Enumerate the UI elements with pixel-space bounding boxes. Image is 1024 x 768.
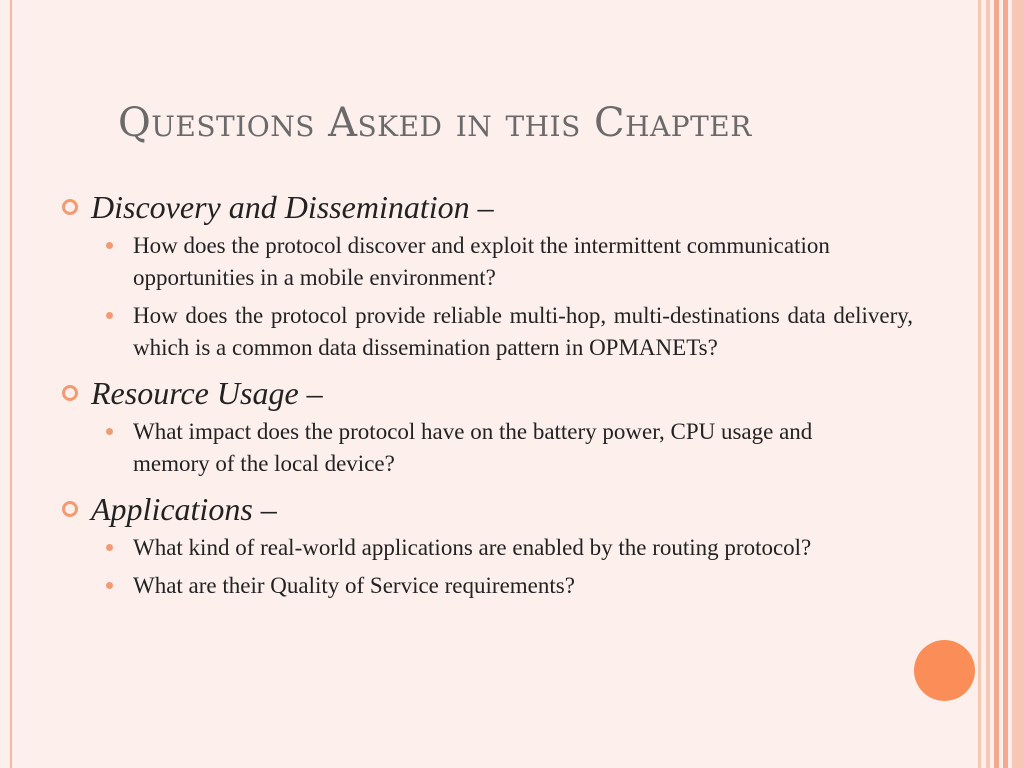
dot-bullet-icon	[106, 428, 113, 435]
list-item-text: What kind of real-world applications are enabled by the routing protocol?	[133, 535, 812, 560]
slide-content	[62, 186, 913, 610]
heading-dash: –	[260, 491, 277, 527]
section-resource-usage	[62, 372, 882, 480]
section-heading-text: Discovery and Dissemination	[91, 189, 470, 225]
right-decor-stripe	[1012, 0, 1024, 768]
slide-title: Questions Asked in this Chapter	[118, 100, 752, 146]
list-item	[106, 570, 913, 602]
dot-bullet-icon	[106, 544, 113, 551]
ring-bullet-icon	[62, 199, 78, 215]
right-decor-stripe	[978, 0, 981, 768]
ring-bullet-icon	[62, 385, 78, 401]
section-heading-text: Resource Usage	[91, 375, 299, 411]
list-item	[106, 300, 913, 364]
accent-circle	[914, 640, 975, 701]
list-item	[106, 230, 913, 294]
list-item	[106, 416, 833, 480]
right-decor-stripe	[1003, 0, 1008, 768]
right-decor-stripe	[994, 0, 999, 768]
sub-list	[62, 416, 882, 480]
heading-dash: –	[306, 375, 323, 411]
section-applications	[62, 488, 882, 602]
sub-list	[62, 230, 913, 364]
section-discovery	[62, 186, 913, 364]
section-heading	[62, 186, 882, 228]
section-heading	[62, 488, 882, 530]
dot-bullet-icon	[106, 242, 113, 249]
section-heading	[62, 372, 882, 414]
right-decor-stripe	[986, 0, 990, 768]
list-item-text: How does the protocol discover and exploit the intermittent communication opportunities in a mobile environment?	[133, 233, 830, 290]
section-heading-text: Applications	[91, 491, 253, 527]
list-item-text: How does the protocol provide reliable multi-hop, multi-destinations data delivery, which is a common data dissemination pattern in OPMANETs?	[133, 303, 913, 360]
sub-list	[62, 532, 882, 602]
dot-bullet-icon	[106, 312, 113, 319]
dot-bullet-icon	[106, 582, 113, 589]
left-border-line	[10, 0, 12, 768]
heading-dash: –	[477, 189, 494, 225]
list-item	[106, 532, 913, 564]
ring-bullet-icon	[62, 501, 78, 517]
list-item-text: What impact does the protocol have on the battery power, CPU usage and memory of the local device?	[133, 419, 813, 476]
list-item-text: What are their Quality of Service requirements?	[133, 573, 575, 598]
